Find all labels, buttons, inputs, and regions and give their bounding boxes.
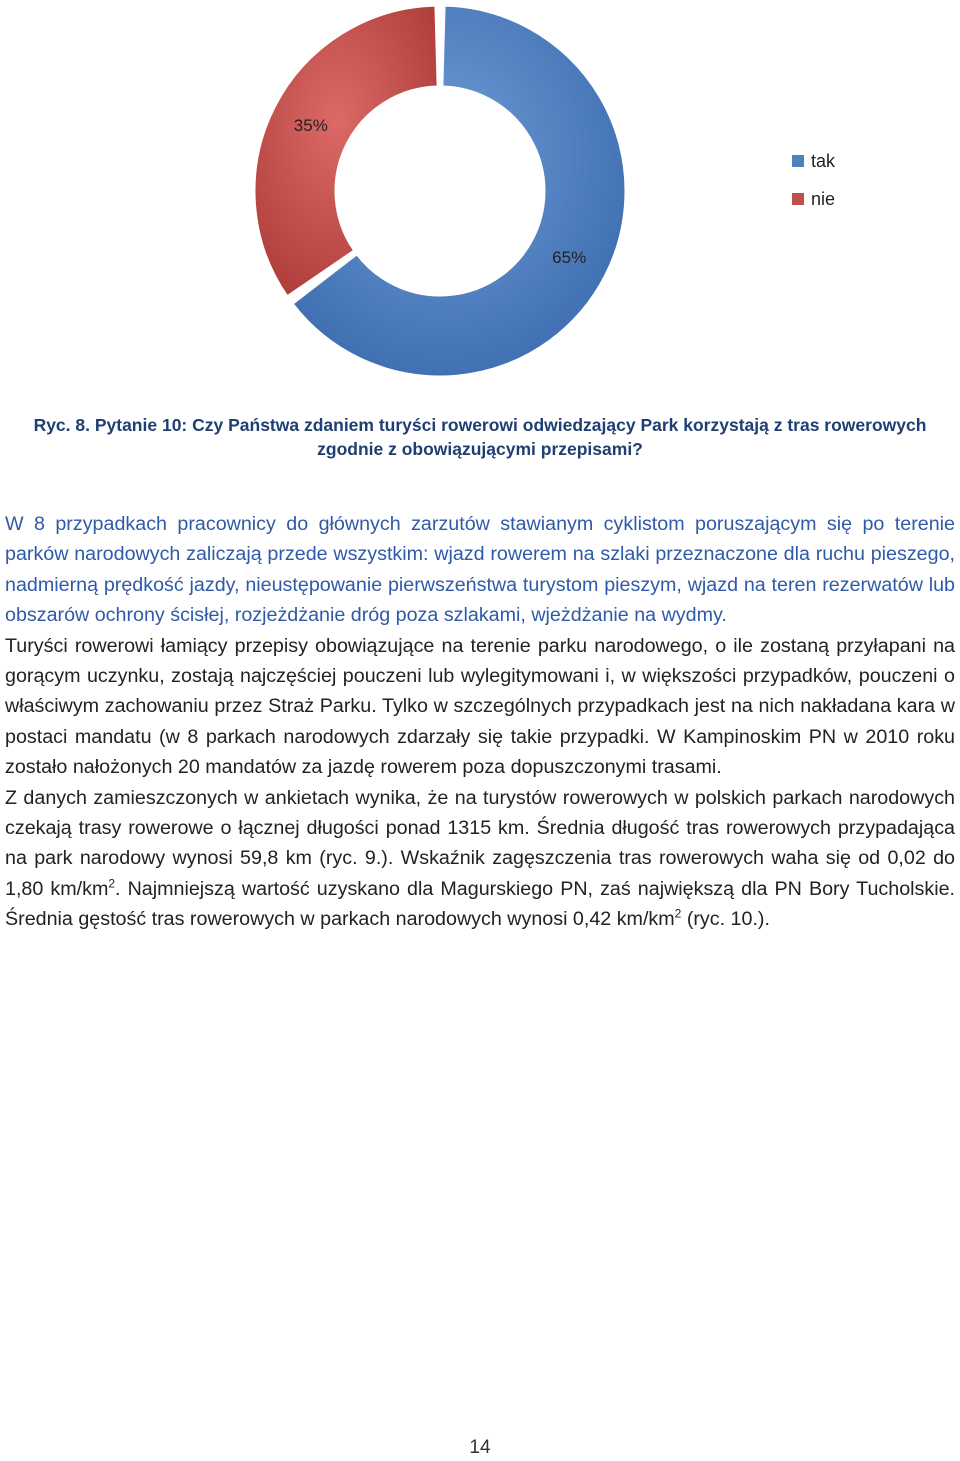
slice-label-tak: 65%: [552, 247, 587, 267]
legend-swatch-nie: [792, 193, 804, 205]
paragraph-3-part-c: (ryc. 10.).: [681, 908, 770, 931]
paragraph-3-part-a: Z danych zamieszczonych w ankietach wynika, że na turystów rowerowych w polskich parkach narodowych czekają trasy rowerowe o łącznej długości ponad 1315 km. Średnia długość tras rowerowych przypadająca na park narodowy wynosi 59,8 km (ryc. 9.). Wskaźnik zagęszczenia tras rowerowych waha się od 0,02 do 1,80 km/km: [5, 786, 955, 900]
legend-item-nie: [792, 180, 835, 218]
superscript-2-second: 2: [674, 906, 682, 921]
paragraph-3: [5, 783, 955, 935]
legend-item-tak: [792, 142, 835, 180]
caption-line-2: zgodnie z obowiązującymi przepisami?: [317, 439, 643, 459]
legend-label-tak: tak: [811, 150, 836, 171]
legend-swatch-tak: [792, 155, 804, 167]
superscript-2: 2: [108, 876, 116, 891]
figure-caption: [12, 413, 948, 461]
chart-legend: [792, 142, 835, 218]
paragraph-1: W 8 przypadkach pracownicy do głównych zarzutów stawianym cyklistom poruszającym się po terenie parków narodowych zaliczają przede wszystkim: wjazd rowerem na szlaki przeznaczone dla ruchu pieszego, nadmierną prędkość jazdy, nieustępowanie pierwszeństwa turystom pieszym, wjazd na teren rezerwatów lub obszarów ochrony ścisłej, rozjeżdżanie dróg poza szlakami, wjeżdżanie na wydmy.: [5, 513, 955, 627]
chart-area: [0, 0, 960, 400]
paragraph-2: Turyści rowerowi łamiący przepisy obowiązujące na terenie parku narodowego, o ile zostaną przyłapani na gorącym uczynku, zostają najczęściej pouczeni lub wylegitymowani i, w większości przypadków, pouczeni o właściwym zachowaniu przez Straż Parku. Tylko w szczególnych przypadkach jest na nich nakładana kara w postaci mandatu (w 8 parkach narodowych zdarzały się takie przypadki. W Kampinoskim PN w 2010 roku zostało nałożonych 20 mandatów za jazdę rowerem poza dopuszczonymi trasami.: [5, 634, 955, 779]
slice-nie: [255, 6, 437, 296]
paragraph-3-part-b: . Najmniejszą wartość uzyskano dla Magurskiego PN, zaś największą dla PN Bory Tucholskie. Średnia gęstość tras rowerowych w parkach narodowych wynosi 0,42 km/km: [5, 877, 955, 931]
page-number: 14: [469, 1437, 491, 1458]
legend-label-nie: nie: [811, 188, 836, 209]
slice-label-nie: 35%: [293, 116, 328, 136]
caption-line-1: Ryc. 8. Pytanie 10: Czy Państwa zdaniem turyści rowerowi odwiedzający Park korzystają z tras rowerowych: [33, 415, 927, 435]
body-text: [5, 509, 955, 935]
